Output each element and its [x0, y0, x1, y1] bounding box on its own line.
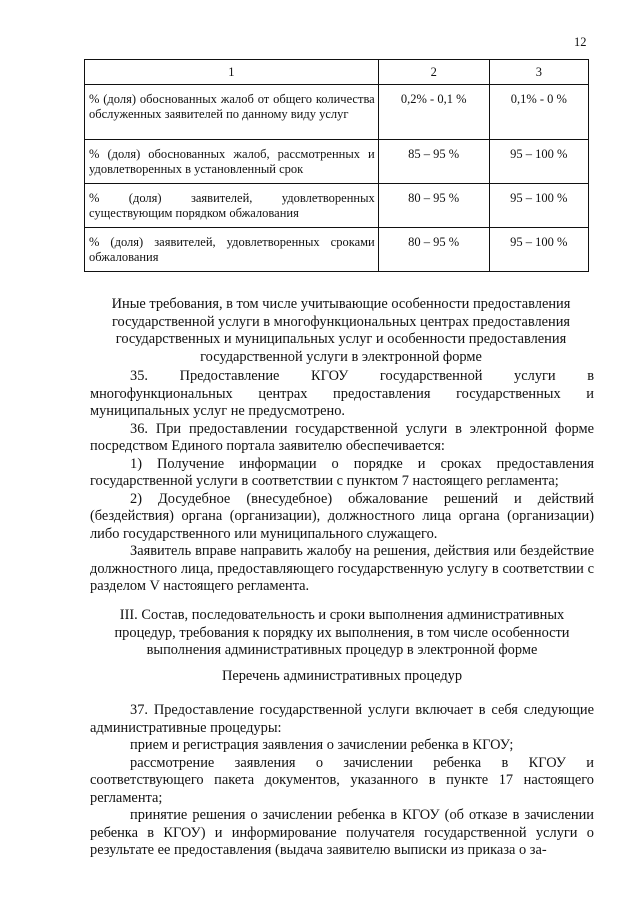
table-cell-label: % (доля) заявителей, удовлетворенных сроками обжалования [85, 228, 379, 272]
table-row [85, 140, 589, 184]
procedure-item: рассмотрение заявления о зачислении ребенка в КГОУ и соответствующего пакета документов, указанного в пункте 17 настоящего регламента; [90, 754, 594, 806]
table-cell-value: 80 – 95 % [378, 228, 489, 272]
paragraph-37: 37. Предоставление государственной услуги включает в себя следующие административные процедуры: [90, 702, 594, 736]
heading-other-requirements: Иные требования, в том числе учитывающие особенности предоставления государственной услуги в многофункциональных центрах предоставления государственных и муниципальных услуг и особенности предоставления государственной услуги в электронной форме [111, 296, 571, 365]
table-cell-value: 0,2% - 0,1 % [378, 85, 489, 140]
heading-section-3: III. Состав, последовательность и сроки выполнения административных процедур, требования к порядку их выполнения, в том числе особенности выполнения административных процедур в электронной форме [114, 607, 570, 658]
body-text [90, 368, 594, 596]
page-number: 12 [574, 35, 587, 49]
table-row [85, 228, 589, 272]
table-cell-value: 0,1% - 0 % [489, 85, 588, 140]
procedure-item: принятие решения о зачислении ребенка в КГОУ (об отказе в зачислении ребенка в КГОУ) и информирование получателя государственной услуги о результате ее предоставления (выдача заявителю выписки из приказа о за- [90, 807, 594, 858]
paragraph-36-item-2: 2) Досудебное (внесудебное) обжалование решений и действий (бездействия) органа (организации), должностного лица органа (организации) либо государственного или муниципального служащего. [90, 490, 594, 542]
table-cell-value: 95 – 100 % [489, 140, 588, 184]
table-cell-value: 95 – 100 % [489, 184, 588, 228]
table-header-cell: 1 [85, 60, 379, 85]
table-cell-value: 95 – 100 % [489, 228, 588, 272]
paragraph-36: 36. При предоставлении государственной услуги в электронной форме посредством Единого портала заявителю обеспечивается: [90, 420, 594, 454]
table-header-cell: 2 [378, 60, 489, 85]
table-header-cell: 3 [489, 60, 588, 85]
paragraph-complaint: Заявитель вправе направить жалобу на решения, действия или бездействие должностного лица, предоставляющего государственную услугу в соответствии с разделом V настоящего регламента. [90, 543, 594, 594]
procedures-text [90, 702, 594, 860]
procedure-item: прием и регистрация заявления о зачислении ребенка в КГОУ; [130, 737, 514, 753]
table-cell-label: % (доля) заявителей, удовлетворенных существующим порядком обжалования [85, 184, 379, 228]
table-row [85, 184, 589, 228]
quality-metrics-table [84, 59, 589, 272]
table-cell-label: % (доля) обоснованных жалоб, рассмотренных и удовлетворенных в установленный срок [85, 140, 379, 184]
paragraph-35: 35. Предоставление КГОУ государственной услуги в многофункциональных центрах предоставления государственных и муниципальных услуг не предусмотрено. [90, 368, 594, 419]
table-cell-label: % (доля) обоснованных жалоб от общего количества обслуженных заявителей по данному виду услуг [85, 85, 379, 140]
paragraph-36-item-1: 1) Получение информации о порядке и сроках предоставления государственной услуги в соответствии с пунктом 7 настоящего регламента; [90, 455, 594, 489]
table-row [85, 85, 589, 140]
heading-procedures-list: Перечень административных процедур [221, 668, 463, 684]
table-header-row [85, 60, 589, 85]
table-cell-value: 80 – 95 % [378, 184, 489, 228]
table-cell-value: 85 – 95 % [378, 140, 489, 184]
